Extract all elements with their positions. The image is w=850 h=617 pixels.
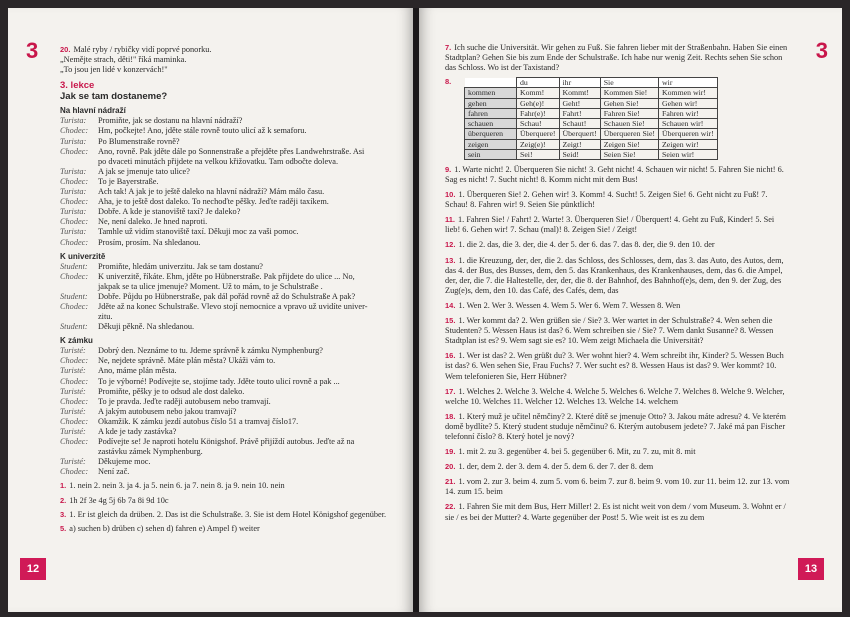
imperative-cell: Geht! xyxy=(559,98,600,108)
dialogue-line xyxy=(60,207,390,217)
dialogue-line xyxy=(60,377,390,387)
dialogue-line xyxy=(60,312,390,322)
utterance: Děkuji pěkně. Na shledanou. xyxy=(98,322,195,332)
exercise-number: 3. xyxy=(60,509,67,519)
exercise-item xyxy=(445,412,790,442)
speaker: Turisté: xyxy=(60,457,86,467)
utterance: Ano, máme plán města. xyxy=(98,366,177,376)
utterance: Děkujeme moc. xyxy=(98,457,151,467)
infinitive-cell: fahren xyxy=(465,108,517,118)
imperative-cell: Komm! xyxy=(517,88,560,98)
dialogue-line xyxy=(60,227,390,237)
speaker: Chodec: xyxy=(60,271,89,281)
speaker: Chodec: xyxy=(60,396,89,406)
exercise-number: 5. xyxy=(60,523,67,533)
exercise-number: 20. xyxy=(445,462,456,472)
speaker: Student: xyxy=(60,261,88,271)
exercise-answer: 1. Wer kommt da? 2. Wen grüßen sie / Sie? 3. Wer wartet in der Schulstraße? 4. Wen sehen die Studenten? 5. Wessen Haus ist das? 6. Wem schreiben sie / Sie? 7. Wem dankt Susanne? 8. Wessen Stadtplan ist es? 9. Wem sagt sie es? 10. Wem zeigt Michaela die Universität? xyxy=(445,316,774,346)
exercise-item xyxy=(445,477,790,497)
table-header-cell: ihr xyxy=(559,78,600,88)
exercise-answer: 1. vom 2. zur 3. beim 4. zum 5. vom 6. beim 7. zur 8. beim 9. vom 10. zur 11. beim 12. zur 13. vom 14. zum 15. beim xyxy=(445,477,790,497)
utterance: Není zač. xyxy=(98,467,130,477)
exercise-answer: 1. Fahren Sie! / Fahrt! 2. Warte! 3. Überqueren Sie! / Überquert! 4. Geht zu Fuß, Kinder! 5. Sei lieb! 6. Gehen wir! 7. Schau (mal)! 8. Zeigen Sie! / Zeigt! xyxy=(445,215,775,235)
exercise-answer: 1. der, dem 2. der 3. dem 4. der 5. dem 6. der 7. der 8. dem xyxy=(458,462,654,472)
table-header-cell: wir xyxy=(659,78,718,88)
imperative-cell: Seien Sie! xyxy=(600,149,658,159)
exercise-item xyxy=(445,165,790,185)
dialogue-line xyxy=(60,427,390,437)
section-title: K zámku xyxy=(60,336,93,346)
infinitive-cell: überqueren xyxy=(465,129,517,139)
imperative-cell: Überqueren Sie! xyxy=(600,129,658,139)
exercise-number: 14. xyxy=(445,300,456,310)
exercise-answer: 1. Fahren Sie mit dem Bus, Herr Miller! 2. Es ist nicht weit von dem / vom Museum. 3. Wohnt er / sie / es bei der Mutter? 4. Warte gegenüber der Post! 5. Wie weit ist es zu dem xyxy=(445,502,786,522)
dialogue-line xyxy=(60,197,390,207)
exercise-answer: 1. Er ist gleich da drüben. 2. Das ist die Schulstraße. 3. Sie ist dem Hotel Königshof gegenüber. xyxy=(69,509,387,519)
exercise-answer: 1. Warte nicht! 2. Überqueren Sie nicht! 3. Geht nicht! 4. Schauen wir nicht! 5. Fahren Sie nicht! 6. Sag es nicht! 7. Sucht nicht! 8. Komm nicht mit dem Bus! xyxy=(445,164,784,184)
exercise-number: 22. xyxy=(445,502,456,512)
right-page xyxy=(419,8,842,612)
exercise-item xyxy=(60,510,390,520)
exercise-item xyxy=(60,481,390,491)
exercise-answer: 1. die 2. das, die 3. der, die 4. der 5. der 6. das 7. das 8. der, die 9. den 10. der xyxy=(458,240,715,250)
utterance: Aha, je to ještě dost daleko. To nechoďte pěšky. Jeďte raději taxíkem. xyxy=(98,197,329,207)
exercise-7: 7. Ich suche die Universität. Wir gehen zu Fuß. Sie fahren lieber mit der Straßenbahn. Haben Sie einen Stadtplan? Gehen Sie bis zum Ende der Schulstraße. Ich habe nur wenig Zeit. Rechts sehen Sie schon das Schloss. Wo ist der Taxistand? xyxy=(445,43,788,73)
utterance: Po Blumenstraße rovně? xyxy=(98,136,180,146)
exercise-number: 13. xyxy=(445,255,456,265)
exercise-answer: 1. Který muž je učitel němčiny? 2. Které dítě se jmenuje Otto? 3. Jakou máte adresu? 4. Ve kterém domě bydlíte? 5. Který student studuje němčinu? 6. Kterým autobusem jedete? 7. Jaké má pan Fischer telefonní číslo? 8. Který hotel je nový? xyxy=(445,411,786,441)
imperative-cell: Schauen Sie! xyxy=(600,119,658,129)
utterance: po dvaceti minutách přijdete na velkou křižovatku. Tam odbočte doleva. xyxy=(98,156,339,166)
utterance: Okamžik. K zámku jezdí autobus číslo 51 a tramvaj číslo17. xyxy=(98,416,299,426)
speaker: Chodec: xyxy=(60,356,89,366)
utterance: Tamhle už vidím stanoviště taxí. Děkuji moc za vaši pomoc. xyxy=(98,227,299,237)
exercise-number: 11. xyxy=(445,215,456,225)
exercise-item xyxy=(445,387,790,407)
dialogue-line xyxy=(60,177,390,187)
utterance: A kde je tady zastávka? xyxy=(98,427,177,436)
infinitive-cell: gehen xyxy=(465,98,517,108)
imperative-cell: Schau! xyxy=(517,119,560,129)
utterance: To je Bayerstraße. xyxy=(98,176,159,186)
speaker: Chodec: xyxy=(60,301,89,311)
exercise-item xyxy=(445,502,790,522)
speaker: Turisté: xyxy=(60,406,86,416)
speaker: Chodec: xyxy=(60,197,89,207)
dialogue-line xyxy=(60,356,390,366)
utterance: To je výborné! Podívejte se, stojíme tady. Jděte touto ulicí rovně a pak ... xyxy=(98,376,340,386)
utterance: Prosím, prosím. Na shledanou. xyxy=(98,237,201,247)
exercise-item xyxy=(445,462,790,472)
left-exercises xyxy=(60,481,390,533)
exercise-item xyxy=(60,524,390,534)
utterance: Dobře. A kde je stanoviště taxí? Je daleko? xyxy=(98,207,241,217)
exercise-number: 21. xyxy=(445,477,456,487)
utterance: Dobře. Půjdu po Hübnerstraße, pak dál pořád rovně až do Schulstraße A pak? xyxy=(98,291,356,301)
unit-number-right: 3 xyxy=(815,38,828,63)
dialogue-line xyxy=(60,467,390,477)
exercise-item xyxy=(445,301,790,311)
table-row xyxy=(465,88,718,98)
utterance: Ne, nejdete správně. Máte plán města? Ukáži vám to. xyxy=(98,356,276,366)
left-content xyxy=(60,45,390,534)
dialogue-line xyxy=(60,457,390,467)
speaker: Turisté: xyxy=(60,386,86,396)
exercise-number: 10. xyxy=(445,190,456,200)
utterance: Promiňte, hledám univerzitu. Jak se tam dostanu? xyxy=(98,261,263,271)
exercise-item xyxy=(445,351,790,381)
speaker: Chodec: xyxy=(60,416,89,426)
utterance: Jděte až na konec Schulstraße. Vlevo stojí nemocnice a vpravo už uvidíte univer- xyxy=(98,301,368,311)
exercise-number: 15. xyxy=(445,316,456,326)
imperative-cell: Seien wir! xyxy=(659,149,718,159)
imperative-cell: Gehen wir! xyxy=(659,98,718,108)
page-number-right: 13 xyxy=(798,558,824,580)
dialogue-line xyxy=(60,447,390,457)
utterance: Ano, rovně. Pak jděte dále po Sonnenstraße a přejděte přes Landwehrstraße. Asi xyxy=(98,146,365,156)
speaker: Chodec: xyxy=(60,217,89,227)
exercise-item xyxy=(445,215,790,235)
imperative-cell: Fahrt! xyxy=(559,108,600,118)
speaker: Turisté: xyxy=(60,427,86,436)
table-header-cell: du xyxy=(517,78,560,88)
utterance: Ne, není daleko. Je hned naproti. xyxy=(98,217,208,227)
section-title: Na hlavní nádraží xyxy=(60,106,126,116)
exercise-number: 9. xyxy=(445,164,452,174)
infinitive-cell: sein xyxy=(465,149,517,159)
dialogue-line xyxy=(60,116,390,126)
imperative-cell: Kommen Sie! xyxy=(600,88,658,98)
book-spread xyxy=(8,8,842,612)
imperative-cell: Überquert! xyxy=(559,129,600,139)
dialogue-line xyxy=(60,262,390,272)
exercise-answer: 1. Überqueren Sie! 2. Gehen wir! 3. Komm! 4. Sucht! 5. Zeigen Sie! 6. Geht nicht zu Fuß! 7. Schau! 8. Fahren wir! 9. Seien Sie pünktlich! xyxy=(445,190,768,210)
table-row xyxy=(465,98,718,108)
dialogue-line xyxy=(60,217,390,227)
right-content xyxy=(445,43,790,523)
dialogue-line xyxy=(60,417,390,427)
imperative-table xyxy=(464,77,718,160)
dialogue-line xyxy=(60,397,390,407)
exercise-item xyxy=(445,447,790,457)
exercise-item xyxy=(445,190,790,210)
speaker: Turista: xyxy=(60,187,87,197)
speaker: Turisté: xyxy=(60,346,86,356)
exercise-answer: 1. Wer ist das? 2. Wen grüßt du? 3. Wer wohnt hier? 4. Wem schreibt ihr, Kinder? 5. Wessen Buch ist das? 6. Wen sehen Sie, Frau Fuchs? 7. Wer sucht es? 8. Wessen Haus ist das? 9. Wer kommt? 10. Wem telefonieren Sie, Herr Hübner? xyxy=(445,351,784,381)
speaker: Chodec: xyxy=(60,126,89,136)
dialogue-line xyxy=(60,137,390,147)
dialogue-line xyxy=(60,157,390,167)
dialogue-line xyxy=(60,437,390,447)
imperative-cell: Sei! xyxy=(517,149,560,159)
lesson-question: Jak se tam dostaneme? xyxy=(60,91,168,103)
utterance: Ach tak! A jak je to ještě daleko na hlavní nádraží? Mám málo času. xyxy=(98,187,325,197)
utterance: jakpak se ta ulice jmenuje? Moment. Už to mám, to je Schulstraße . xyxy=(98,281,323,291)
dialogue-line xyxy=(60,366,390,376)
exercise-answer: 1. nein 2. nein 3. ja 4. ja 5. nein 6. ja 7. nein 8. ja 9. nein 10. nein xyxy=(69,481,285,491)
exercise-answer: 1. Wen 2. Wer 3. Wessen 4. Wem 5. Wer 6. Wem 7. Wessen 8. Wen xyxy=(458,300,681,310)
imperative-cell: Überqueren wir! xyxy=(659,129,718,139)
dialogue-line xyxy=(60,126,390,136)
imperative-cell: Zeigt! xyxy=(559,139,600,149)
speaker: Turisté: xyxy=(60,366,86,376)
dialogue-line xyxy=(60,387,390,397)
exercise-number: 18. xyxy=(445,411,456,421)
exercise-answer: 1. die Kreuzung, der, der, die 2. das Schloss, des Schlosses, dem, das 3. das Auto, des Autos, dem, das 4. der Bus, des Busses, dem, den 5. das Krankenhaus, des Krankenhauses, dem, das 6. die Ampel, der, der, die 7. die Haltestelle, der, der, die 8. der Bahnhof, des Bahnhof(e)s, dem, den 9. der Zug, des Zug(e)s, dem, den 10. das Café, des Cafés, dem, das xyxy=(445,255,784,295)
dialogue-line xyxy=(60,407,390,417)
imperative-cell: Gehen Sie! xyxy=(600,98,658,108)
utterance: Dobrý den. Neznáme to tu. Jdeme správně k zámku Nymphenburg? xyxy=(98,346,323,356)
section-title: K univerzitě xyxy=(60,251,106,261)
imperative-cell: Seid! xyxy=(559,149,600,159)
speaker xyxy=(60,447,98,457)
speaker: Chodec: xyxy=(60,237,89,247)
infinitive-cell: schauen xyxy=(465,119,517,129)
speaker xyxy=(60,157,98,167)
imperative-cell: Schauen wir! xyxy=(659,119,718,129)
dialogue-line xyxy=(60,322,390,332)
exercise-number: 20. xyxy=(60,45,71,54)
table-row xyxy=(465,119,718,129)
dialogue-line xyxy=(60,187,390,197)
speaker: Student: xyxy=(60,291,88,301)
exercise-item xyxy=(445,240,790,250)
exercise-number: 1. xyxy=(60,481,67,491)
utterance: To je pravda. Jeďte raději autobusem nebo tramvají. xyxy=(98,396,271,406)
imperative-cell: Fahren Sie! xyxy=(600,108,658,118)
exercise-number: 17. xyxy=(445,386,456,396)
dialogue-line xyxy=(60,302,390,312)
exercise-number: 12. xyxy=(445,240,456,250)
utterance: Hm, počkejte! Ano, jděte stále rovně touto ulicí až k semaforu. xyxy=(98,126,307,136)
infinitive-cell: zeigen xyxy=(465,139,517,149)
dialogue-line xyxy=(60,147,390,157)
speaker: Student: xyxy=(60,322,88,332)
exercise-item xyxy=(445,256,790,296)
speaker: Turista: xyxy=(60,166,87,176)
speaker: Turista: xyxy=(60,227,87,237)
speaker: Chodec: xyxy=(60,146,89,156)
utterance: Promiňte, jak se dostanu na hlavní nádraží? xyxy=(98,116,243,126)
exercise-8: 8. du ihr Sie wir kommen Komm! Kommt! Kommen Sie! Kommen wir! gehen Geh(e)! Geht! Gehen Sie! Gehen wir! fahren Fahr(e)! Fahrt! Fahren Sie! Fahren wir! schauen Schau! Schaut! Schauen Sie! Schauen wir! überqueren Überquere! Überquert! Überqueren Sie! Überqueren wir! zeigen Zeig(e)! Zeigt! Zeigen Sie! Zeigen wir! sein Sei! Seid! Seien Sie! Seien wir! xyxy=(445,77,790,160)
table-row xyxy=(465,149,718,159)
imperative-cell: Zeig(e)! xyxy=(517,139,560,149)
exercise-item xyxy=(60,496,390,506)
dialogue-line xyxy=(60,167,390,177)
speaker xyxy=(60,312,98,322)
dialogue-line xyxy=(60,272,390,282)
imperative-cell: Kommt! xyxy=(559,88,600,98)
exercise-item xyxy=(445,316,790,346)
dialogue-sections xyxy=(60,106,390,477)
imperative-cell: Zeigen wir! xyxy=(659,139,718,149)
page-number: 12 xyxy=(20,558,46,580)
exercise-answer: 1. mit 2. zu 3. gegenüber 4. bei 5. gegenüber 6. Mit, zu 7. zu, mit 8. mit xyxy=(458,447,696,457)
right-exercises xyxy=(445,165,790,523)
table-row xyxy=(465,108,718,118)
imperative-cell: Zeigen Sie! xyxy=(600,139,658,149)
exercise-number: 16. xyxy=(445,351,456,361)
imperative-cell: Kommen wir! xyxy=(659,88,718,98)
table-header-cell xyxy=(465,78,517,88)
infinitive-cell: kommen xyxy=(465,88,517,98)
dialogue-line xyxy=(60,282,390,292)
exercise-answer: 1. Welches 2. Welche 3. Welche 4. Welche 5. Welches 6. Welche 7. Welches 8. Welche 9. Welcher, welche 10. Welches 11. Welcher 12. Welches 13. Welche 14. welchem xyxy=(445,386,785,406)
imperative-cell: Schaut! xyxy=(559,119,600,129)
table-row xyxy=(465,129,718,139)
lesson-title: 3. lekce xyxy=(60,80,95,92)
speaker: Chodec: xyxy=(60,176,89,186)
table-row xyxy=(465,139,718,149)
utterance: zitu. xyxy=(98,312,113,322)
exercise-20: 20. Malé ryby / rybičky vidí poprvé ponorku. „Nemějte strach, děti!" říká maminka. „To jsou jen lidé v konzervách!" xyxy=(60,45,212,75)
utterance: A jak se jmenuje tato ulice? xyxy=(98,166,190,176)
exercise-answer: a) suchen b) drüben c) sehen d) fahren e) Ampel f) weiter xyxy=(69,523,260,533)
imperative-cell: Geh(e)! xyxy=(517,98,560,108)
speaker: Chodec: xyxy=(60,467,89,477)
exercise-number: 2. xyxy=(60,495,67,505)
utterance: K univerzitě, říkáte. Ehm, jděte po Hübnerstraße. Pak přijdete do ulice ... No, xyxy=(98,271,355,281)
imperative-cell: Überquere! xyxy=(517,129,560,139)
speaker xyxy=(60,282,98,292)
exercise-answer: 1h 2f 3e 4g 5j 6b 7a 8i 9d 10c xyxy=(69,495,169,505)
speaker: Chodec: xyxy=(60,437,89,447)
imperative-cell: Fahr(e)! xyxy=(517,108,560,118)
exercise-number: 19. xyxy=(445,447,456,457)
speaker: Chodec: xyxy=(60,376,89,386)
speaker: Turista: xyxy=(60,116,87,126)
dialogue-line xyxy=(60,292,390,302)
dialogue-line xyxy=(60,346,390,356)
unit-number: 3 xyxy=(26,38,39,63)
table-header-cell: Sie xyxy=(600,78,658,88)
imperative-cell: Fahren wir! xyxy=(659,108,718,118)
utterance: Promiňte, pěšky je to odsud ale dost daleko. xyxy=(98,386,245,396)
dialogue-line xyxy=(60,238,390,248)
speaker: Turista: xyxy=(60,207,87,217)
utterance: A jakým autobusem nebo jakou tramvají? xyxy=(98,406,237,416)
utterance: zastávku zámek Nymphenburg. xyxy=(98,447,203,457)
left-page xyxy=(8,8,413,612)
speaker: Turista: xyxy=(60,136,87,146)
utterance: Podívejte se! Je naproti hotelu Königshof. Právě přijíždí autobus. Jeďte až na xyxy=(98,437,355,447)
